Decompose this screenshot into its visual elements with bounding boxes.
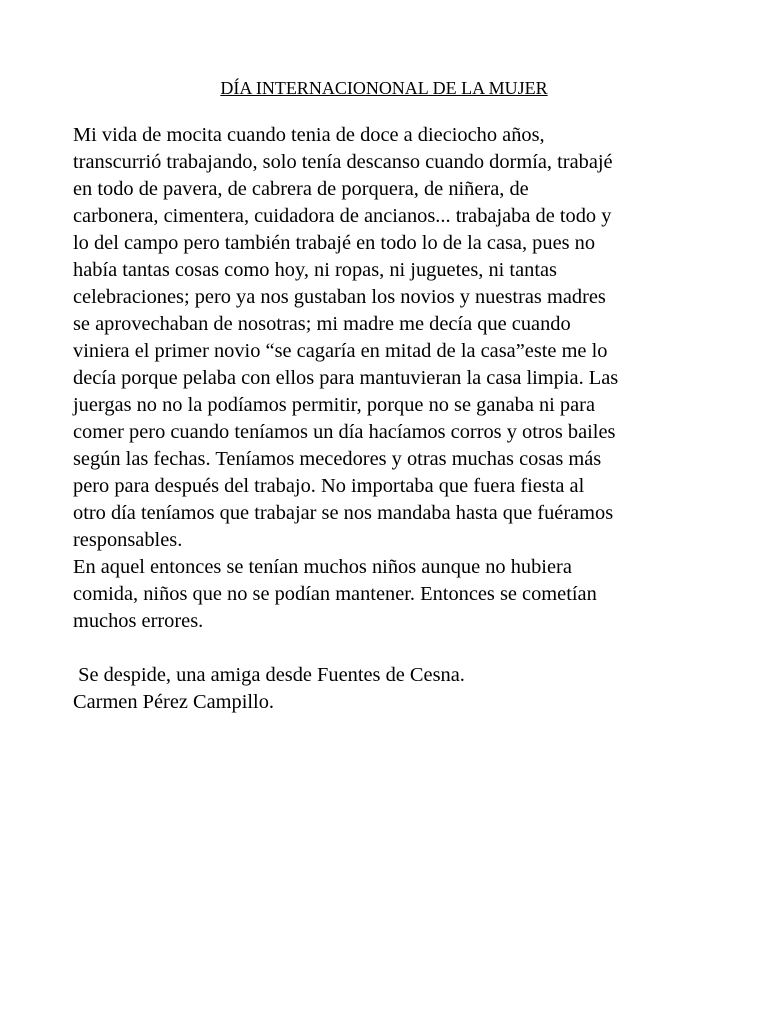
body-line: decía porque pelaba con ellos para mantuvieran la casa limpia. Las bbox=[73, 367, 619, 389]
body-line: Mi vida de mocita cuando tenia de doce a dieciocho años, bbox=[73, 124, 545, 146]
signature-line: Carmen Pérez Campillo. bbox=[73, 691, 275, 713]
body-line: comer pero cuando teníamos un día hacíamos corros y otros bailes bbox=[73, 421, 616, 443]
body-line: responsables. bbox=[73, 529, 183, 551]
body-line: viniera el primer novio “se cagaría en mitad de la casa”este me lo bbox=[73, 340, 608, 362]
farewell-line: Se despide, una amiga desde Fuentes de Cesna. bbox=[73, 664, 465, 686]
body-line: lo del campo pero también trabajé en todo lo de la casa, pues no bbox=[73, 232, 596, 254]
body-line: otro día teníamos que trabajar se nos mandaba hasta que fuéramos bbox=[73, 502, 614, 524]
blank-line bbox=[73, 635, 728, 662]
body-line: carbonera, cimentera, cuidadora de ancianos... trabajaba de todo y bbox=[73, 205, 612, 227]
body-line: en todo de pavera, de cabrera de porquera, de niñera, de bbox=[73, 178, 529, 200]
body-line: celebraciones; pero ya nos gustaban los novios y nuestras madres bbox=[73, 286, 606, 308]
body-line: según las fechas. Teníamos mecedores y otras muchas cosas más bbox=[73, 448, 602, 470]
body-line: transcurrió trabajando, solo tenía descanso cuando dormía, trabajé bbox=[73, 151, 613, 173]
document-body bbox=[73, 122, 728, 635]
body-line: había tantas cosas como hoy, ni ropas, ni juguetes, ni tantas bbox=[73, 259, 557, 281]
body-line: se aprovechaban de nosotras; mi madre me decía que cuando bbox=[73, 313, 571, 335]
body-line: juergas no no la podíamos permitir, porque no se ganaba ni para bbox=[73, 394, 596, 416]
body-line: En aquel entonces se tenían muchos niños aunque no hubiera bbox=[73, 556, 572, 578]
body-line: comida, niños que no se podían mantener. Entonces se cometían bbox=[73, 583, 597, 605]
body-line: pero para después del trabajo. No importaba que fuera fiesta al bbox=[73, 475, 585, 497]
document-title: DÍA INTERNACIONONAL DE LA MUJER bbox=[220, 78, 548, 98]
body-line: muchos errores. bbox=[73, 610, 204, 632]
